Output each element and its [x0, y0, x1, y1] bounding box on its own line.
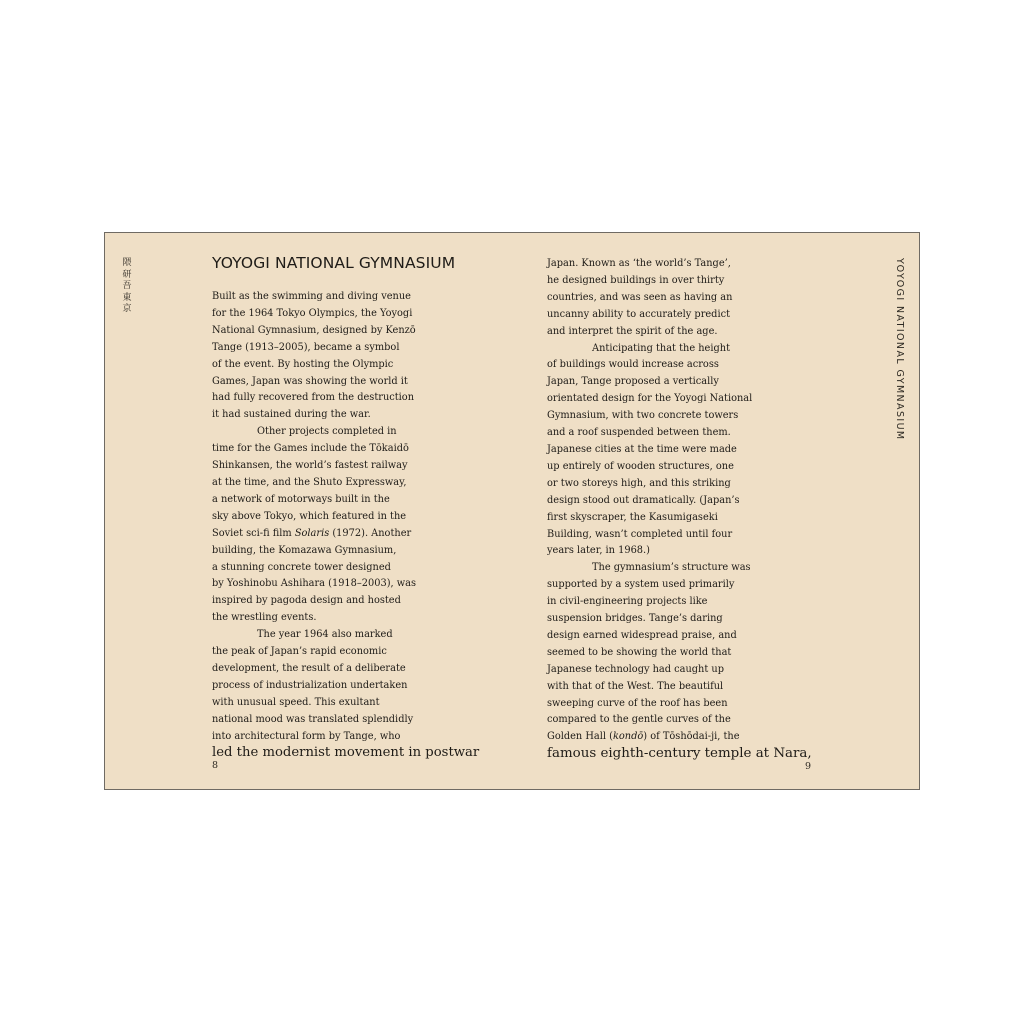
- text-line: [212, 560, 479, 577]
- text-run: supported by a system used primarily: [547, 579, 735, 591]
- text-run: led the modernist movement in postwar: [212, 745, 480, 761]
- text-line: [547, 493, 812, 510]
- text-run: or two storeys high, and this striking: [547, 477, 731, 489]
- text-line: [547, 594, 812, 611]
- text-run: had fully recovered from the destruction: [212, 392, 415, 404]
- text-run: and interpret the spirit of the age.: [547, 325, 718, 337]
- text-run: Built as the swimming and diving venue: [212, 291, 411, 302]
- text-run: seemed to be showing the world that: [547, 646, 732, 658]
- text-run: building, the Komazawa Gymnasium,: [212, 544, 397, 556]
- text-run: The gymnasium’s structure was: [592, 562, 751, 574]
- margin-kanji: [120, 258, 134, 316]
- text-line: [547, 712, 812, 729]
- text-run: (1972). Another: [329, 527, 412, 539]
- text-line: [212, 712, 479, 729]
- text-line: [212, 627, 479, 644]
- text-run: Japan. Known as ‘the world’s Tange’,: [547, 258, 731, 269]
- text-line: [547, 560, 812, 577]
- text-line: [547, 273, 812, 290]
- text-run: Japan, Tange proposed a vertically: [547, 376, 719, 388]
- text-line: [547, 527, 812, 544]
- text-line: [547, 543, 812, 560]
- text-line: [547, 307, 812, 324]
- text-run: countries, and was seen as having an: [547, 291, 733, 303]
- text-line: [212, 475, 479, 492]
- text-run: design stood out dramatically. (Japan’s: [547, 494, 740, 506]
- text-run: Anticipating that the height: [592, 342, 731, 354]
- text-line: [547, 476, 812, 493]
- text-run: time for the Games include the Tōkaidō: [212, 443, 409, 455]
- text-line: [212, 407, 479, 424]
- italic-title: kondō: [612, 731, 644, 743]
- text-line: [212, 492, 479, 509]
- text-line: [547, 729, 812, 746]
- text-run: he designed buildings in over thirty: [547, 274, 725, 286]
- text-run: Gymnasium, with two concrete towers: [547, 410, 739, 422]
- text-line: [212, 441, 479, 458]
- text-run: sweeping curve of the roof has been: [547, 697, 728, 709]
- text-line: [547, 442, 812, 459]
- text-run: process of industrialization undertaken: [212, 679, 408, 691]
- text-run: suspension bridges. Tange’s daring: [547, 613, 723, 625]
- text-run: famous eighth-century temple at Nara,: [547, 746, 812, 762]
- text-run: National Gymnasium, designed by Kenzō: [212, 324, 416, 336]
- text-run: The year 1964 also marked: [257, 629, 393, 641]
- text-line: [547, 696, 812, 713]
- text-line: [212, 458, 479, 475]
- text-run: Japanese technology had caught up: [547, 663, 725, 675]
- page-number-left: 8: [212, 760, 219, 771]
- text-line: [547, 425, 812, 442]
- text-run: Tange (1913–2005), became a symbol: [212, 341, 400, 353]
- text-run: Other projects completed in: [257, 426, 397, 438]
- page-title: YOYOGI NATIONAL GYMNASIUM: [212, 254, 456, 272]
- text-run: in civil-engineering projects like: [547, 596, 708, 608]
- text-line: [547, 357, 812, 374]
- text-run: a stunning concrete tower designed: [212, 561, 391, 573]
- text-line: [212, 610, 479, 627]
- margin-kanji-char: 隈: [122, 258, 132, 268]
- text-run: Shinkansen, the world’s fastest railway: [212, 460, 408, 472]
- text-line: [212, 729, 479, 746]
- text-run: inspired by pagoda design and hosted: [212, 595, 401, 607]
- text-line: [547, 256, 812, 273]
- text-line: [212, 323, 479, 340]
- text-line: [212, 306, 479, 323]
- text-line: [212, 424, 479, 441]
- text-run: and a roof suspended between them.: [547, 427, 731, 439]
- right-body-text: [547, 256, 812, 763]
- running-head: YOYOGI NATIONAL GYMNASIUM: [894, 258, 905, 441]
- text-line: [547, 662, 812, 679]
- text-line: [547, 374, 812, 391]
- text-run: orientated design for the Yoyogi National: [547, 393, 753, 405]
- page-number-right: 9: [805, 761, 812, 772]
- text-run: of buildings would increase across: [547, 359, 719, 371]
- text-line: [212, 289, 479, 306]
- margin-kanji-char: 東: [122, 292, 132, 303]
- text-run: a network of motorways built in the: [212, 493, 390, 505]
- text-run: Golden Hall (: [547, 731, 613, 743]
- text-run: it had sustained during the war.: [212, 409, 371, 421]
- text-line: [547, 628, 812, 645]
- text-line: [212, 340, 479, 357]
- text-run: compared to the gentle curves of the: [547, 714, 731, 726]
- text-run: Games, Japan was showing the world it: [212, 375, 408, 387]
- text-line: [547, 611, 812, 628]
- text-line: [547, 510, 812, 527]
- margin-kanji-char: 吾: [122, 281, 132, 291]
- text-run: of the event. By hosting the Olympic: [212, 358, 394, 370]
- text-line: [547, 408, 812, 425]
- italic-title: Solaris: [294, 527, 330, 539]
- text-line: [547, 645, 812, 662]
- text-line: [547, 679, 812, 696]
- text-line: [212, 695, 479, 712]
- text-run: development, the result of a deliberate: [212, 662, 406, 674]
- text-run: national mood was translated splendidly: [212, 713, 414, 725]
- text-run: the wrestling events.: [212, 612, 317, 624]
- text-line: [547, 290, 812, 307]
- text-line: [212, 543, 479, 560]
- text-line: [212, 390, 479, 407]
- margin-kanji-char: 研: [122, 269, 132, 280]
- text-run: first skyscraper, the Kasumigaseki: [547, 511, 718, 523]
- text-line: [547, 391, 812, 408]
- text-run: with unusual speed. This exultant: [212, 696, 380, 708]
- text-run: uncanny ability to accurately predict: [547, 308, 731, 320]
- text-run: Building, wasn’t completed until four: [547, 528, 733, 540]
- text-run: up entirely of wooden structures, one: [547, 460, 734, 472]
- text-line: [547, 459, 812, 476]
- text-run: Soviet sci-fi film: [212, 527, 295, 539]
- text-run: ) of Tōshōdai-ji, the: [643, 731, 740, 743]
- margin-kanji-char: 京: [122, 304, 132, 314]
- text-run: with that of the West. The beautiful: [547, 680, 724, 692]
- text-line: [547, 577, 812, 594]
- text-run: sky above Tokyo, which featured in the: [212, 510, 407, 522]
- text-run: by Yoshinobu Ashihara (1918–2003), was: [212, 578, 417, 590]
- left-body-text: [212, 289, 479, 762]
- text-line: [212, 576, 479, 593]
- text-line: [212, 593, 479, 610]
- text-run: the peak of Japan’s rapid economic: [212, 646, 387, 658]
- text-line: [212, 526, 479, 543]
- text-line: [212, 745, 479, 762]
- text-run: for the 1964 Tokyo Olympics, the Yoyogi: [212, 307, 413, 319]
- text-line: [212, 661, 479, 678]
- text-run: at the time, and the Shuto Expressway,: [212, 476, 407, 488]
- text-line: [547, 746, 812, 763]
- text-line: [212, 357, 479, 374]
- text-run: design earned widespread praise, and: [547, 629, 737, 641]
- text-line: [212, 678, 479, 695]
- text-line: [547, 341, 812, 358]
- text-line: [547, 324, 812, 341]
- text-line: [212, 644, 479, 661]
- text-line: [212, 509, 479, 526]
- text-run: Japanese cities at the time were made: [547, 443, 737, 455]
- text-run: into architectural form by Tange, who: [212, 730, 401, 742]
- text-line: [212, 374, 479, 391]
- text-run: years later, in 1968.): [547, 545, 650, 557]
